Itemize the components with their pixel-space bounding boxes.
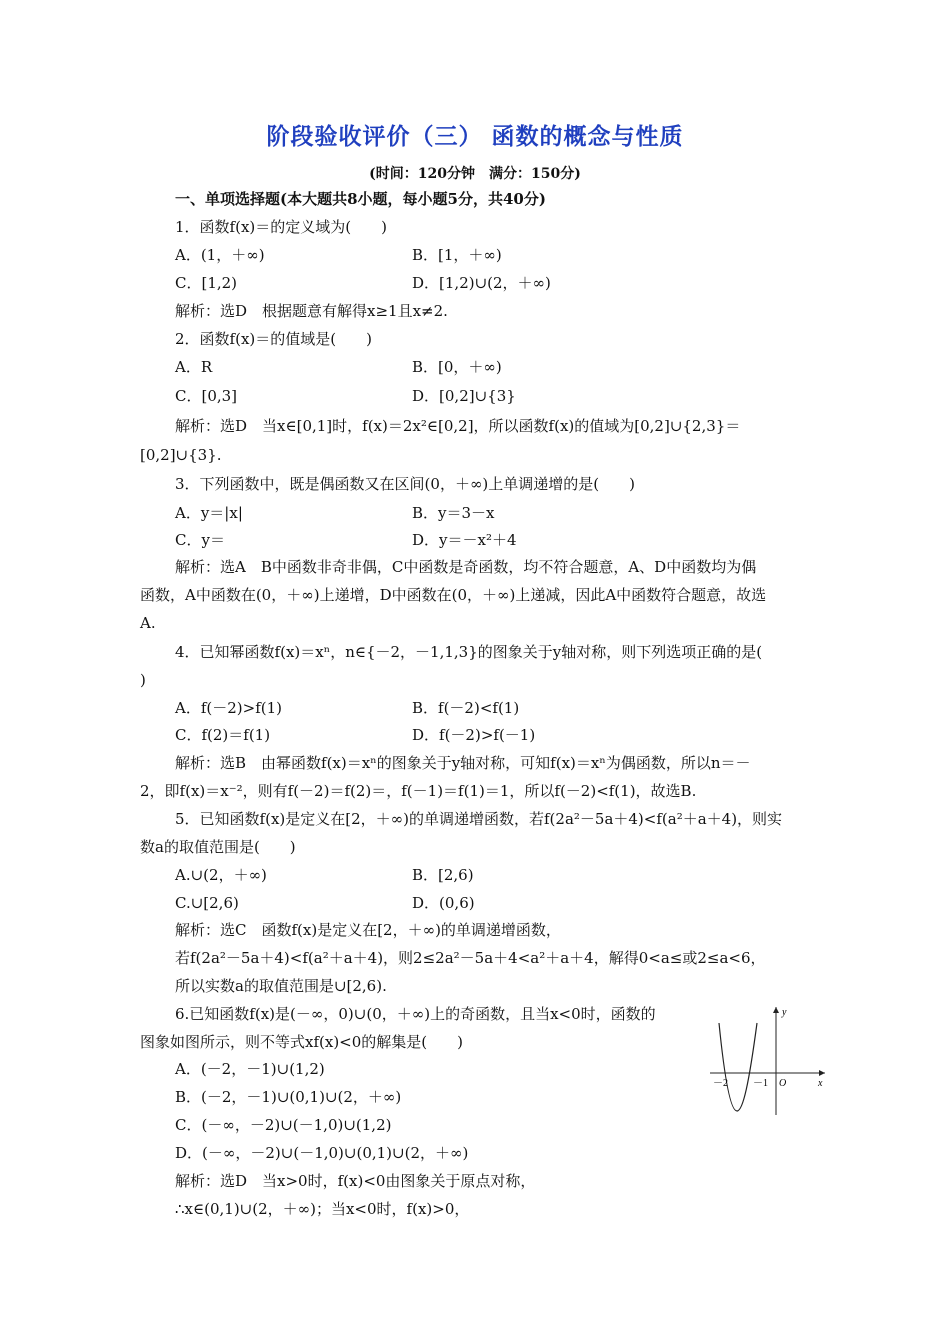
q1-option-d: D．[1,2)∪(2，＋∞) [412, 274, 551, 292]
q4-stem-line2: ) [140, 671, 146, 689]
q5-analysis-line1: 解析：选C 函数f(x)是定义在[2，＋∞)的单调递增函数， [175, 921, 561, 939]
curve [719, 1023, 757, 1111]
q6-function-graph [705, 1003, 830, 1121]
q6-analysis-line2: ∴x∈(0,1)∪(2，＋∞)；当x<0时，f(x)>0， [175, 1200, 470, 1218]
x-axis-arrow [819, 1070, 825, 1076]
q2-option-a: A．R [175, 358, 213, 376]
q2-option-d: D．[0,2]∪{3} [412, 387, 516, 405]
q6-analysis-line1: 解析：选D 当x>0时，f(x)<0由图象关于原点对称， [175, 1172, 536, 1190]
q5-analysis-line2: 若f(2a²－5a＋4)<f(a²＋a＋4)，则2≤2a²－5a＋4<a²＋a＋4，解得0<a≤或2≤a<6， [175, 949, 766, 967]
q6-option-a: A．(－2，－1)∪(1,2) [175, 1060, 325, 1078]
q4-option-a: A．f(－2)>f(1) [175, 699, 282, 717]
q3-option-c: C．y＝ [175, 531, 225, 549]
q3-stem: 3．下列函数中，既是偶函数又在区间(0，＋∞)上单调递增的是( ) [175, 475, 635, 493]
q6-stem-line1: 6.已知函数f(x)是(－∞，0)∪(0，＋∞)上的奇函数，且当x<0时，函数的 [175, 1005, 656, 1023]
q6-option-c: C．(－∞，－2)∪(－1,0)∪(1,2) [175, 1116, 392, 1134]
section-heading: 一、单项选择题(本大题共8小题，每小题5分，共40分) [175, 190, 546, 208]
q5-stem-line1: 5．已知函数f(x)是定义在[2，＋∞)的单调递增函数，若f(2a²－5a＋4)<f(a²＋a＋4)，则实 [175, 810, 783, 828]
q4-stem-line1: 4．已知幂函数f(x)＝xⁿ，n∈{－2，－1,1,3}的图象关于y轴对称，则下列选项正确的是( [175, 643, 763, 661]
q2-analysis-line1: 解析：选D 当x∈[0,1]时，f(x)＝2x²∈[0,2]，所以函数f(x)的值域为[0,2]∪{2,3}＝ [175, 417, 741, 435]
y-axis-arrow [773, 1007, 779, 1013]
q6-option-b: B．(－2，－1)∪(0,1)∪(2，＋∞) [175, 1088, 402, 1106]
y-axis-label: y [782, 1007, 787, 1018]
q6-option-d: D．(－∞，－2)∪(－1,0)∪(0,1)∪(2，＋∞) [175, 1144, 469, 1162]
q3-analysis-line2: 函数，A中函数在(0，＋∞)上递增，D中函数在(0，＋∞)上递减，因此A中函数符合题意，故选 [140, 586, 767, 604]
q3-analysis-line1: 解析：选A B中函数非奇非偶，C中函数是奇函数，均不符合题意，A、D中函数均为偶 [175, 558, 757, 576]
q3-option-b: B．y＝3－x [412, 504, 495, 522]
q5-option-b: B．[2,6) [412, 866, 474, 884]
q1-option-a: A．(1，＋∞) [175, 246, 265, 264]
q2-analysis-line2: [0,2]∪{3}. [140, 446, 222, 464]
q5-analysis-line3: 所以实数a的取值范围是∪[2,6). [175, 977, 387, 995]
q3-option-a: A．y＝|x| [175, 504, 243, 522]
q5-stem-line2: 数a的取值范围是( ) [140, 838, 296, 856]
tick-label-minus2: －2 [713, 1078, 728, 1089]
q5-option-a: A.∪(2，＋∞) [175, 866, 267, 884]
q3-analysis-line3: A. [140, 614, 156, 632]
q1-option-b: B．[1，＋∞) [412, 246, 502, 264]
page-title: 阶段验收评价（三） 函数的概念与性质 [266, 124, 684, 150]
q4-analysis-line2: 2，即f(x)＝x⁻²，则有f(－2)＝f(2)＝，f(－1)＝f(1)＝1，所以f(－2)<f(1)，故选B. [140, 782, 697, 800]
q2-stem: 2．函数f(x)＝的值域是( ) [175, 330, 372, 348]
origin-label: O [779, 1078, 787, 1089]
q6-stem-line2: 图象如图所示，则不等式xf(x)<0的解集是( ) [140, 1033, 463, 1051]
q1-option-c: C．[1,2) [175, 274, 238, 292]
q4-analysis-line1: 解析：选B 由幂函数f(x)＝xⁿ的图象关于y轴对称，可知f(x)＝xⁿ为偶函数，所以n＝－ [175, 754, 751, 772]
page-subtitle: (时间：120分钟 满分：150分) [369, 166, 581, 182]
q4-option-d: D．f(－2)>f(－1) [412, 726, 536, 744]
q3-option-d: D．y＝－x²＋4 [412, 531, 517, 549]
q4-option-b: B．f(－2)<f(1) [412, 699, 520, 717]
q2-option-c: C．[0,3] [175, 387, 238, 405]
tick-label-minus1: －1 [753, 1078, 768, 1089]
q1-analysis: 解析：选D 根据题意有解得x≥1且x≠2. [175, 302, 448, 320]
q4-option-c: C．f(2)＝f(1) [175, 726, 271, 744]
q1-stem: 1．函数f(x)＝的定义域为( ) [175, 218, 387, 236]
x-axis-label: x [818, 1078, 823, 1089]
q5-option-c: C.∪[2,6) [175, 894, 239, 912]
q5-option-d: D．(0,6) [412, 894, 475, 912]
q2-option-b: B．[0，＋∞) [412, 358, 502, 376]
